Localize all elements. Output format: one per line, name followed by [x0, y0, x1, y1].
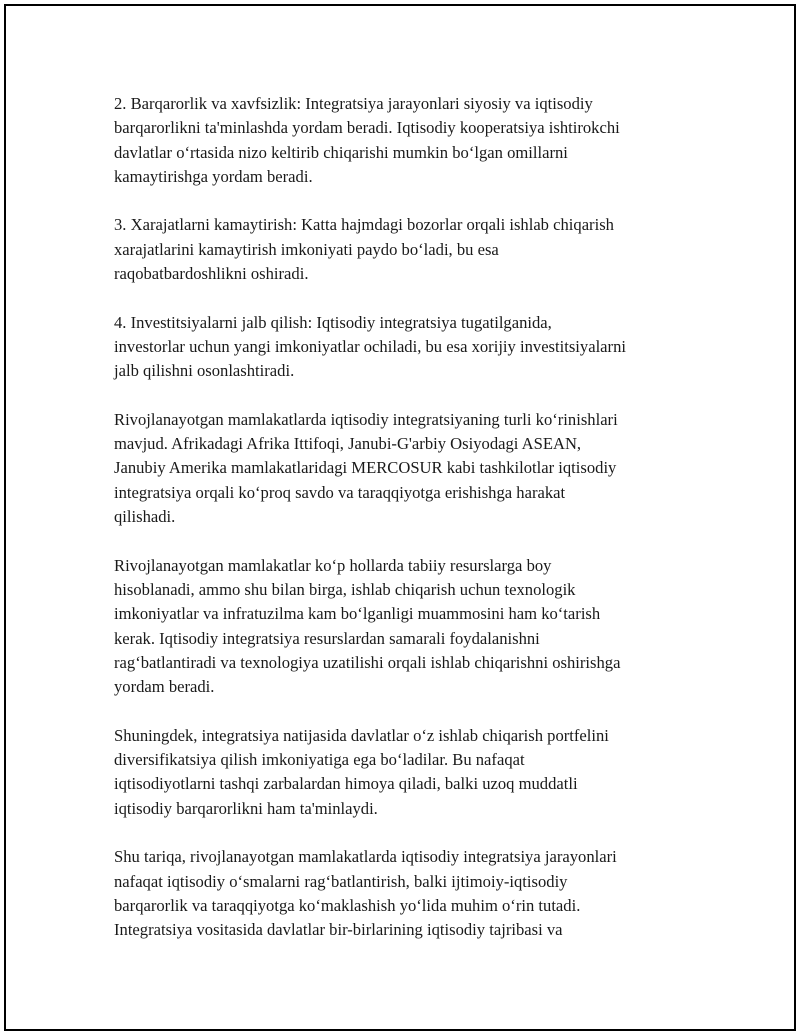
paragraph-stability: 2. Barqarorlik va xavfsizlik: Integratsiya jarayonlari siyosiy va iqtisodiy barqarorlikni ta'minlashda yordam beradi. Iqtisodiy kooperatsiya ishtirokchi davlatlar o‘rtasida nizo keltirib chiqarishi mumkin bo‘lgan omillarni kamaytirishga yordam beradi. — [114, 94, 620, 186]
document-body — [114, 92, 704, 942]
paragraph-conclusion: Shu tariqa, rivojlanayotgan mamlakatlarda iqtisodiy integratsiya jarayonlari nafaqat iqtisodiy o‘smalarni rag‘batlantirish, balki ijtimoiy-iqtisodiy barqarorlik va taraqqiyotga ko‘maklashish yo‘lida muhim o‘rin tutadi. Integratsiya vositasida davlatlar bir-birlarining iqtisodiy tajribasi va — [114, 847, 617, 940]
paragraph-investment: 4. Investitsiyalarni jalb qilish: Iqtisodiy integratsiya tugatilganida, investorlar uchun yangi imkoniyatlar ochiladi, bu esa xorijiy investitsiyalarni jalb qilishni osonlashtiradi. — [114, 312, 626, 381]
paragraph-natural-resources: Rivojlanayotgan mamlakatlar ko‘p hollarda tabiiy resurslarga boy hisoblanadi, ammo shu bilan birga, ishlab chiqarish uchun texnologik imkoniyatlar va infratuzilma kam bo‘lganligi muammosini ham ko‘tarish kerak. Iqtisodiy integratsiya resurslardan samarali foydalanishni rag‘batlantiradi va texnologiya uzatilishi orqali ishlab chiqarishni oshirishga yordam beradi. — [114, 555, 621, 697]
paragraph-cost-reduction: 3. Xarajatlarni kamaytirish: Katta hajmdagi bozorlar orqali ishlab chiqarish xarajatlarini kamaytirish imkoniyati paydo bo‘ladi, bu esa raqobatbardoshlikni oshiradi. — [114, 215, 614, 284]
paragraph-diversification: Shuningdek, integratsiya natijasida davlatlar o‘z ishlab chiqarish portfelini diversifikatsiya qilish imkoniyatiga ega bo‘ladilar. Bu nafaqat iqtisodiyotlarni tashqi zarbalardan himoya qiladi, balki uzoq muddatli iqtisodiy barqarorlikni ham ta'minlaydi. — [114, 725, 609, 818]
paragraph-regional-organizations: Rivojlanayotgan mamlakatlarda iqtisodiy integratsiyaning turli ko‘rinishlari mavjud. Afrikadagi Afrika Ittifoqi, Janubi-G'arbiy Osiyodagi ASEAN, Janubiy Amerika mamlakatlaridagi MERCOSUR kabi tashkilotlar iqtisodiy integratsiya orqali ko‘proq savdo va taraqqiyotga erishishga harakat qilishadi. — [114, 409, 618, 527]
